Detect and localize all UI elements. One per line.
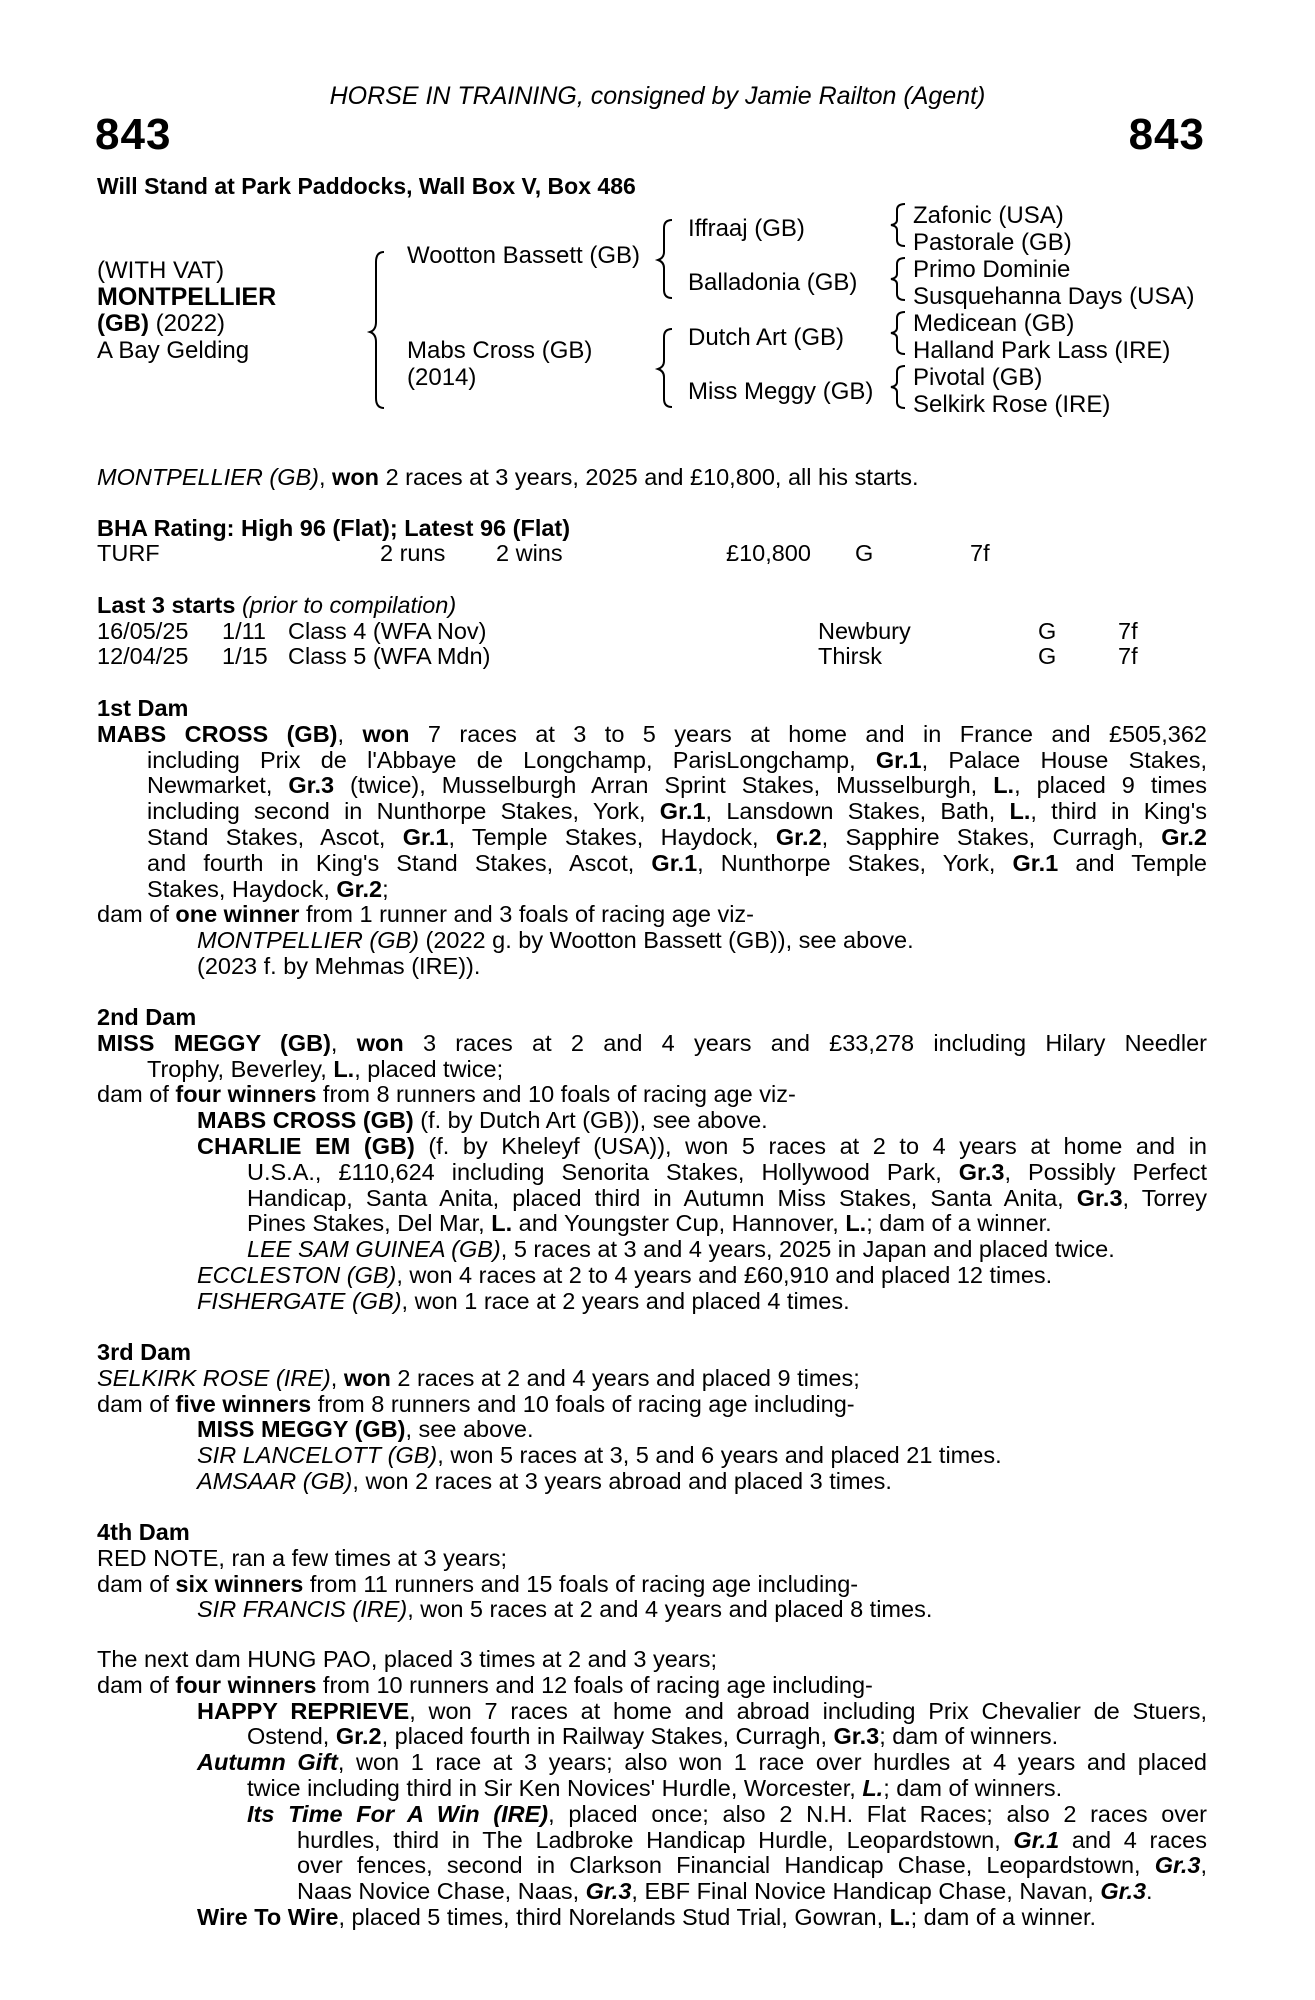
body-text: , placed once; also 2 N.H. Flat Races; also 2 races over (548, 1800, 1207, 1827)
dam-line (97, 902, 1207, 928)
body-text: , Palace House Stakes, (921, 746, 1207, 773)
emphasis-text: Gr.2 (1161, 823, 1207, 850)
body-text: 7 races at 3 to 5 years at home and in France and £505,362 (409, 720, 1207, 747)
horse-year: (2022) (148, 310, 226, 337)
emphasis-text: Gr.3 (585, 1878, 632, 1905)
dam-line (97, 1160, 1207, 1186)
pedigree-sire-sire: Iffraaj (GB) (688, 215, 805, 242)
summary-comma: , (318, 464, 333, 490)
next-dam-section (97, 1647, 1207, 1931)
body-text: Ostend, (247, 1723, 336, 1750)
body-text: Naas Novice Chase, Naas, (297, 1878, 586, 1905)
emphasis-text: Autumn Gift (197, 1749, 338, 1776)
dam-line (97, 1289, 1207, 1315)
emphasis-text: L. (889, 1903, 911, 1930)
horse-description: A Bay Gelding (97, 337, 250, 364)
body-text: Stand Stakes, Ascot, (147, 823, 403, 850)
body-text: from 1 runner and 3 foals of racing age viz- (299, 901, 754, 928)
bha-rating: BHA Rating: High 96 (Flat); Latest 96 (Flat) (97, 515, 571, 541)
body-text: dam of (97, 1671, 176, 1698)
dam-line (97, 1546, 1207, 1572)
vat-note: (WITH VAT) (97, 257, 225, 284)
pedigree-bracket-sire (660, 218, 680, 300)
emphasis-text: five winners (175, 1390, 312, 1417)
pedigree-dam: Mabs Cross (GB) (407, 337, 593, 364)
body-text: , third in King's (1030, 798, 1207, 825)
body-text: Handicap, Santa Anita, placed third in Autumn Miss Stakes, Santa Anita, (247, 1184, 1077, 1211)
dam-line (97, 1647, 1207, 1673)
dam-line (97, 1366, 1207, 1392)
emphasis-text: Gr.3 (833, 1723, 880, 1750)
emphasis-text: Gr.2 (335, 1723, 382, 1750)
pedigree-g3-6: Halland Park Lass (IRE) (913, 337, 1171, 364)
dam-line (97, 748, 1207, 774)
start-position: 1/11 (222, 618, 266, 644)
emphasis-text: L. (993, 772, 1015, 799)
start-date: 16/05/25 (97, 618, 189, 644)
rating-runs: 2 runs (380, 540, 446, 566)
summary-horse-name: MONTPELLIER (GB) (97, 464, 319, 490)
body-text: , placed fourth in Railway Stakes, Curragh, (381, 1723, 834, 1750)
emphasis-text: Its Time For A Win (IRE) (247, 1800, 549, 1827)
dam-line (97, 1031, 1207, 1057)
dam-line (97, 1572, 1207, 1598)
dam-line (97, 1750, 1207, 1776)
body-text: Stakes, Haydock, (147, 875, 337, 902)
start-date: 12/04/25 (97, 643, 189, 669)
body-text: , (337, 720, 363, 747)
pedigree-bracket-g3-4 (893, 364, 913, 410)
body-text: , placed 9 times (1014, 772, 1208, 799)
emphasis-text: L. (491, 1210, 513, 1237)
dam-line (97, 1443, 1207, 1469)
pedigree-g3-8: Selkirk Rose (IRE) (913, 391, 1111, 418)
dam-line (97, 1263, 1207, 1289)
second-dam-section (97, 1005, 1207, 1315)
body-text: , won 4 races at 2 to 4 years and £60,910 and placed 12 times. (396, 1261, 1053, 1288)
dam-line (97, 1597, 1207, 1623)
dam-line (97, 1673, 1207, 1699)
body-text: dam of (97, 1570, 176, 1597)
emphasis-text: Gr.3 (1076, 1184, 1123, 1211)
emphasis-text: Gr.3 (288, 772, 335, 799)
start-distance: 7f (1118, 643, 1138, 669)
dam-line (97, 1108, 1207, 1134)
emphasis-text: MISS MEGGY (GB) (197, 1416, 406, 1443)
emphasis-text: SELKIRK ROSE (IRE) (97, 1364, 331, 1391)
emphasis-text: Gr.2 (775, 823, 822, 850)
pedigree-bracket-dam (660, 327, 680, 409)
emphasis-text: AMSAAR (GB) (197, 1467, 353, 1494)
emphasis-text: won (343, 1364, 391, 1391)
pedigree-dam-dam: Miss Meggy (GB) (688, 378, 874, 405)
pedigree-bracket-g3-1 (893, 202, 913, 248)
emphasis-text: SIR LANCELOTT (GB) (197, 1442, 438, 1469)
body-text: and 4 races (1059, 1826, 1207, 1853)
emphasis-text: four winners (175, 1081, 317, 1108)
dam-line (97, 1186, 1207, 1212)
body-text: (2022 g. by Wootton Bassett (GB)), see above. (418, 927, 914, 954)
pedigree-bracket-main (372, 250, 392, 410)
body-text: ; (382, 875, 389, 902)
body-text: , (330, 1364, 344, 1391)
emphasis-text: MONTPELLIER (GB) (197, 927, 419, 954)
first-dam-section (97, 696, 1207, 980)
emphasis-text: MABS CROSS (GB) (97, 720, 338, 747)
rating-prize: £10,800 (726, 540, 811, 566)
body-text: 2 races at 2 and 4 years and placed 9 times; (390, 1364, 860, 1391)
body-text: dam of (97, 1081, 176, 1108)
body-text: , (1200, 1852, 1207, 1879)
body-text: , won 7 races at home and abroad including Prix Chevalier de Stuers, (409, 1697, 1207, 1724)
emphasis-text: ECCLESTON (GB) (197, 1261, 397, 1288)
start-race: Class 4 (WFA Nov) (288, 618, 487, 644)
dam-line (97, 1469, 1207, 1495)
dam-line (97, 1134, 1207, 1160)
body-text: , Lansdown Stakes, Bath, (705, 798, 1010, 825)
body-text: , placed twice; (354, 1055, 504, 1082)
pedigree-dam-year: (2014) (407, 364, 477, 391)
pedigree-g3-4: Susquehanna Days (USA) (913, 283, 1195, 310)
emphasis-text: L. (333, 1055, 355, 1082)
body-text: (twice), Musselburgh Arran Sprint Stakes, Musselburgh, (334, 772, 994, 799)
start-race: Class 5 (WFA Mdn) (288, 643, 491, 669)
emphasis-text: six winners (175, 1570, 304, 1597)
body-text: from 10 runners and 12 foals of racing age including- (316, 1671, 873, 1698)
emphasis-text: L. (1009, 798, 1031, 825)
emphasis-text: HAPPY REPRIEVE (197, 1697, 410, 1724)
emphasis-text: won (356, 1029, 404, 1056)
body-text: ; dam of winners. (883, 1774, 1063, 1801)
pedigree-g3-5: Medicean (GB) (913, 310, 1075, 337)
start-going: G (1038, 643, 1057, 669)
start-course: Thirsk (818, 643, 882, 669)
emphasis-text: FISHERGATE (GB) (197, 1287, 402, 1314)
dam-line (97, 877, 1207, 903)
emphasis-text: MABS CROSS (GB) (197, 1107, 414, 1134)
body-text: Newmarket, (147, 772, 289, 799)
body-text: , Nunthorpe Stakes, York, (697, 849, 1013, 876)
horse-name: MONTPELLIER (97, 283, 277, 311)
body-text: and Temple (1058, 849, 1208, 876)
emphasis-text: L. (862, 1774, 884, 1801)
emphasis-text: Gr.1 (651, 849, 698, 876)
emphasis-text: Gr.1 (402, 823, 449, 850)
fourth-dam-heading: 4th Dam (97, 1519, 190, 1545)
body-text: and Youngster Cup, Hannover, (512, 1210, 846, 1237)
body-text: , EBF Final Novice Handicap Chase, Navan, (631, 1878, 1101, 1905)
emphasis-text: Wire To Wire (197, 1903, 339, 1930)
dam-line (97, 1905, 1207, 1931)
lot-number-right: 843 (1128, 110, 1205, 159)
last-starts-note: (prior to compilation) (235, 592, 457, 618)
body-text: . (1146, 1878, 1153, 1905)
start-position: 1/15 (222, 643, 268, 669)
body-text: over fences, second in Clarkson Financial Handicap Chase, Leopardstown, (297, 1852, 1155, 1879)
lot-number-left: 843 (95, 110, 172, 159)
rating-wins: 2 wins (496, 540, 563, 566)
dam-line (97, 1802, 1207, 1828)
summary-text: 2 races at 3 years, 2025 and £10,800, all his starts. (379, 464, 919, 490)
emphasis-text: Gr.1 (875, 746, 922, 773)
emphasis-text: Gr.1 (1012, 849, 1059, 876)
body-text: and fourth in King's Stand Stakes, Ascot, (147, 849, 652, 876)
body-text: including second in Nunthorpe Stakes, York, (147, 798, 660, 825)
dam-line (97, 1392, 1207, 1418)
second-dam-heading: 2nd Dam (97, 1004, 197, 1030)
body-text: dam of (97, 901, 176, 928)
body-text: Pines Stakes, Del Mar, (247, 1210, 492, 1237)
dam-line (97, 1237, 1207, 1263)
body-text: ; dam of winners. (879, 1723, 1059, 1750)
body-text: , Torrey (1122, 1184, 1207, 1211)
emphasis-text: SIR FRANCIS (IRE) (197, 1596, 408, 1623)
page-header-title: HORSE IN TRAINING, consigned by Jamie Railton (Agent) (329, 82, 986, 110)
dam-line (97, 1417, 1207, 1443)
horse-origin: (GB) (97, 310, 149, 337)
pedigree-g3-3: Primo Dominie (913, 256, 1071, 283)
rating-surface: TURF (97, 540, 160, 566)
race-summary (97, 465, 919, 491)
body-text: , won 5 races at 3, 5 and 6 years and placed 21 times. (437, 1442, 1002, 1469)
body-text: , 5 races at 3 and 4 years, 2025 in Japan and placed twice. (500, 1236, 1115, 1263)
body-text: hurdles, third in The Ladbroke Handicap Hurdle, Leopardstown, (297, 1826, 1014, 1853)
body-text: (f. by Dutch Art (GB)), see above. (413, 1107, 768, 1134)
first-dam-heading: 1st Dam (97, 695, 189, 721)
start-course: Newbury (818, 618, 911, 644)
dam-line (97, 773, 1207, 799)
dam-line (97, 722, 1207, 748)
dam-line (97, 1082, 1207, 1108)
body-text: including Prix de l'Abbaye de Longchamp, ParisLongchamp, (147, 746, 876, 773)
summary-won: won (332, 464, 380, 490)
body-text: The next dam HUNG PAO, placed 3 times at 2 and 3 years; (97, 1646, 717, 1672)
body-text: , won 2 races at 3 years abroad and placed 3 times. (352, 1467, 892, 1494)
body-text: , won 5 races at 2 and 4 years and placed 8 times. (407, 1596, 933, 1623)
dam-line (97, 825, 1207, 851)
emphasis-text: Gr.3 (958, 1158, 1005, 1185)
dam-line (97, 1057, 1207, 1083)
dam-line (97, 1853, 1207, 1879)
body-text: RED NOTE, ran a few times at 3 years; (97, 1544, 508, 1571)
pedigree-sire-dam: Balladonia (GB) (688, 269, 858, 296)
body-text: Trophy, Beverley, (147, 1055, 334, 1082)
dam-line (97, 1699, 1207, 1725)
emphasis-text: four winners (175, 1671, 317, 1698)
dam-line (97, 799, 1207, 825)
pedigree-bracket-g3-2 (893, 256, 913, 302)
emphasis-text: L. (845, 1210, 867, 1237)
body-text: , won 1 race at 3 years; also won 1 race over hurdles at 4 years and placed (337, 1749, 1207, 1776)
last-starts-heading (97, 593, 456, 619)
body-text: , won 1 race at 2 years and placed 4 times. (401, 1287, 850, 1314)
dam-line (97, 1724, 1207, 1750)
dam-line (97, 1776, 1207, 1802)
emphasis-text: MISS MEGGY (GB) (97, 1029, 331, 1056)
body-text: from 11 runners and 15 foals of racing age including- (303, 1570, 859, 1597)
rating-distance: 7f (970, 540, 990, 566)
dam-line (97, 954, 1207, 980)
body-text: twice including third in Sir Ken Novices' Hurdle, Worcester, (247, 1774, 863, 1801)
body-text: ; dam of a winner. (866, 1210, 1052, 1237)
stand-location: Will Stand at Park Paddocks, Wall Box V, Box 486 (97, 173, 636, 199)
emphasis-text: Gr.1 (1013, 1826, 1060, 1853)
body-text: dam of (97, 1390, 176, 1417)
third-dam-section (97, 1340, 1207, 1495)
pedigree-bracket-g3-3 (893, 310, 913, 356)
body-text: , see above. (405, 1416, 534, 1443)
emphasis-text: CHARLIE EM (GB) (197, 1132, 415, 1159)
body-text: (f. by Kheleyf (USA)), won 5 races at 2 to 4 years at home and in (414, 1132, 1207, 1159)
rating-going: G (855, 540, 874, 566)
dam-line (97, 851, 1207, 877)
dam-line (97, 1879, 1207, 1905)
pedigree-dam-sire: Dutch Art (GB) (688, 324, 845, 351)
emphasis-text: LEE SAM GUINEA (GB) (247, 1236, 501, 1263)
body-text: U.S.A., £110,624 including Senorita Stakes, Hollywood Park, (247, 1158, 959, 1185)
body-text: from 8 runners and 10 foals of racing age viz- (316, 1081, 796, 1108)
pedigree-g3-7: Pivotal (GB) (913, 364, 1043, 391)
fourth-dam-section (97, 1520, 1207, 1623)
horse-origin-year (97, 310, 225, 338)
body-text: , (330, 1029, 357, 1056)
third-dam-heading: 3rd Dam (97, 1339, 192, 1365)
dam-line (97, 1828, 1207, 1854)
emphasis-text: Gr.2 (336, 875, 383, 902)
emphasis-text: Gr.1 (659, 798, 706, 825)
body-text: , Possibly Perfect (1004, 1158, 1207, 1185)
body-text: from 8 runners and 10 foals of racing age including- (311, 1390, 855, 1417)
body-text: , placed 5 times, third Norelands Stud Trial, Gowran, (338, 1903, 890, 1930)
body-text: , Temple Stakes, Haydock, (448, 823, 776, 850)
start-distance: 7f (1118, 618, 1138, 644)
emphasis-text: one winner (175, 901, 300, 928)
body-text: , Sapphire Stakes, Curragh, (821, 823, 1162, 850)
pedigree-sire: Wootton Bassett (GB) (407, 242, 640, 269)
emphasis-text: Gr.3 (1154, 1852, 1201, 1879)
pedigree-g3-2: Pastorale (GB) (913, 229, 1072, 256)
last-starts-label: Last 3 starts (97, 592, 236, 618)
emphasis-text: won (362, 720, 410, 747)
body-text: 3 races at 2 and 4 years and £33,278 including Hilary Needler (403, 1029, 1207, 1056)
body-text: (2023 f. by Mehmas (IRE)). (197, 952, 481, 979)
emphasis-text: Gr.3 (1100, 1878, 1147, 1905)
pedigree-g3-1: Zafonic (USA) (913, 202, 1064, 229)
dam-line (97, 928, 1207, 954)
dam-line (97, 1211, 1207, 1237)
start-going: G (1038, 618, 1057, 644)
body-text: ; dam of a winner. (910, 1903, 1097, 1930)
